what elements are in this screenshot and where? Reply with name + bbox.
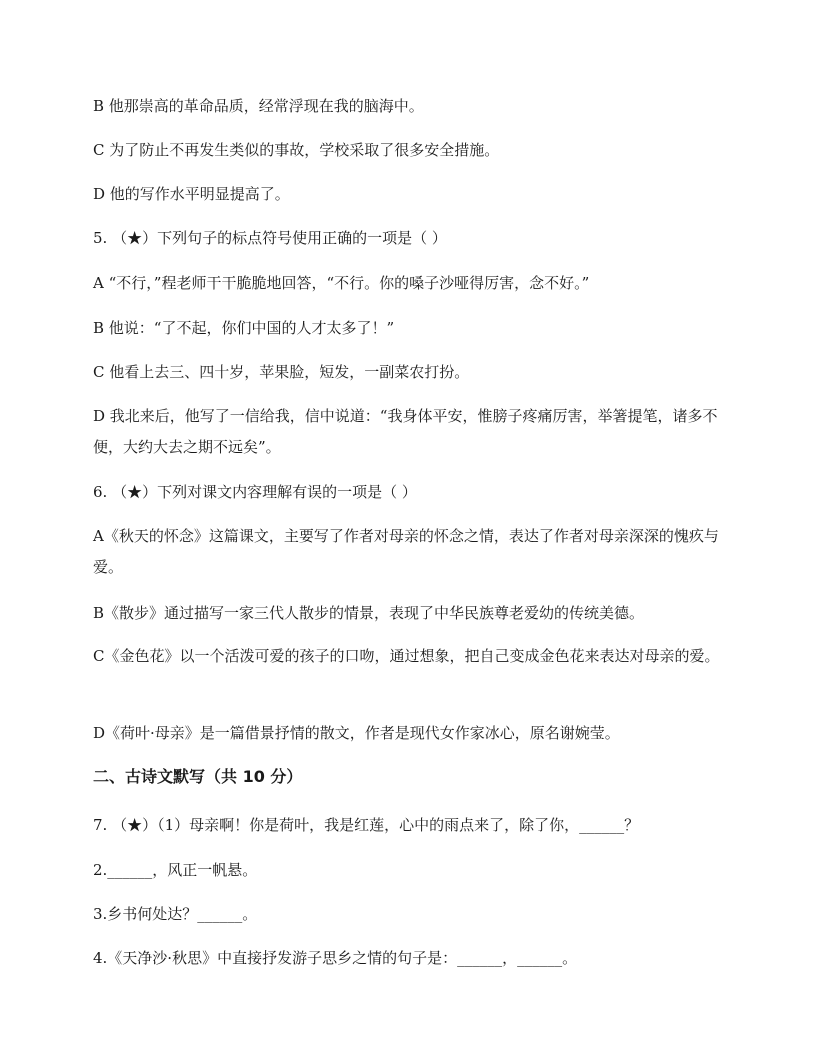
- q6-option-c: C《金色花》以一个活泼可爱的孩子的口吻，通过想象，把自己变成金色花来表达对母亲的爱。: [93, 647, 720, 665]
- q5-option-b: B 他说：“了不起，你们中国的人才太多了！”: [93, 319, 395, 337]
- q7-item-4: 4.《天净沙·秋思》中直接抒发游子思乡之情的句子是：______，______。: [93, 949, 578, 967]
- q5-stem: 5. （★）下列句子的标点符号使用正确的一项是（ ）: [93, 229, 447, 247]
- q7-item-1: 7. （★）（1）母亲啊！你是荷叶，我是红莲，心中的雨点来了，除了你，______？: [93, 816, 640, 834]
- q6-option-a: A《秋天的怀念》这篇课文，主要写了作者对母亲的怀念之情，表达了作者对母亲深深的愧疚与爱。: [93, 527, 719, 576]
- q5-option-c: C 他看上去三、四十岁，苹果脸，短发，一副菜农打扮。: [93, 363, 470, 381]
- q4-option-d: D 他的写作水平明显提高了。: [93, 185, 290, 203]
- q6-option-d: D《荷叶·母亲》是一篇借景抒情的散文，作者是现代女作家冰心，原名谢婉莹。: [93, 724, 620, 742]
- q7-item-3: 3.乡书何处达？______。: [93, 905, 258, 923]
- q4-option-b: B 他那崇高的革命品质，经常浮现在我的脑海中。: [93, 97, 424, 115]
- section-title: 二、古诗文默写（共 10 分）: [93, 767, 303, 786]
- q4-option-c: C 为了防止不再发生类似的事故，学校采取了很多安全措施。: [93, 141, 500, 159]
- q6-option-b: B《散步》通过描写一家三代人散步的情景，表现了中华民族尊老爱幼的传统美德。: [93, 604, 645, 622]
- q6-stem: 6. （★）下列对课文内容理解有误的一项是（ ）: [93, 483, 417, 501]
- q5-option-a: A “不行，”程老师干干脆脆地回答，“不行。你的嗓子沙哑得厉害，念不好。”: [93, 274, 590, 292]
- q5-option-d: D 我北来后，他写了一信给我，信中说道：“我身体平安，惟膀子疼痛厉害，举箸提笔，诸多不便，大约大去之期不远矣”。: [93, 407, 718, 456]
- q7-item-2: 2.______，风正一帆悬。: [93, 861, 258, 879]
